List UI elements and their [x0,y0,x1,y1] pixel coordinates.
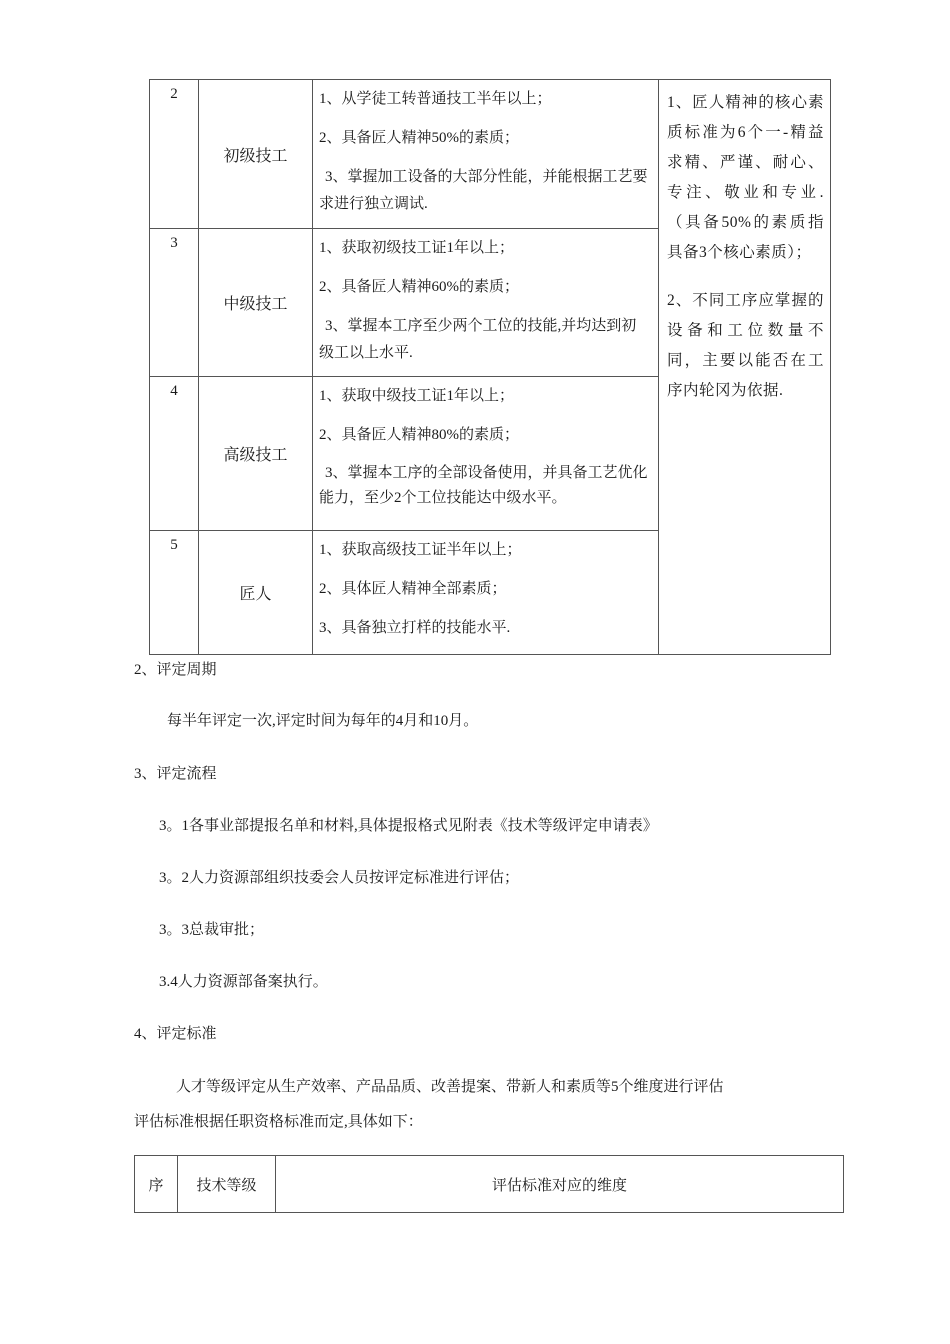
qualification-table [149,79,831,655]
paragraph: 每半年评定一次,评定时间为每年的4月和10月。 [167,713,479,729]
paragraph: 人才等级评定从生产效率、产品品质、改善提案、带新人和素质等5个维度进行评估 [176,1079,724,1095]
criteria-item: 1、从学徒工转普通技工半年以上； [319,91,552,107]
criteria-cell [313,80,659,229]
paragraph: 评估标准根据任职资格标准而定,具体如下： [134,1114,423,1130]
list-item: 3。3总裁审批； [159,922,265,938]
criteria-item: 1、获取高级技工证半年以上； [319,542,522,558]
table-row [150,80,831,229]
criteria-item: 3、掌握加工设备的大部分性能，并能根据工艺要求进行独立调试. [319,169,648,212]
criteria-item: 3、掌握本工序的全部设备使用，并具备工艺优化能力，至少2个工位技能达中级水平。 [319,465,648,506]
column-header: 技术等级 [178,1156,276,1213]
section-heading: 4、评定标准 [134,1026,217,1042]
note-item: 2、不同工序应掌握的设备和工位数量不同，主要以能否在工序内轮冈为依据. [667,292,824,399]
column-header: 评估标准对应的维度 [276,1156,844,1213]
section-heading: 3、评定流程 [134,766,217,782]
criteria-item: 3、掌握本工序至少两个工位的技能,并均达到初级工以上水平. [319,318,637,361]
criteria-item: 1、获取初级技工证1年以上； [319,240,515,256]
notes-cell [659,80,831,655]
level-name: 高级技工 [199,377,313,531]
criteria-cell [313,229,659,377]
list-item: 3.4人力资源部备案执行。 [159,974,328,990]
row-number: 2 [150,80,199,229]
criteria-item: 2、具备匠人精神60%的素质； [319,279,519,295]
criteria-item: 3、具备独立打样的技能水平. [319,620,511,636]
criteria-item: 2、具备匠人精神80%的素质； [319,427,519,443]
list-item: 3。2人力资源部组织技委会人员按评定标准进行评估； [159,870,520,886]
list-item: 3。1各事业部提报名单和材料,具体提报格式见附表《技术等级评定申请表》 [159,818,658,834]
evaluation-table [134,1155,844,1213]
row-number: 4 [150,377,199,531]
section-heading: 2、评定周期 [134,662,217,678]
level-name: 中级技工 [199,229,313,377]
column-header: 序 [135,1156,178,1213]
note-item: 1、匠人精神的核心素质标准为6个一-精益求精、严谨、耐心、专注、敬业和专业.（具备50%的素质指具备3个核心素质）； [667,94,824,261]
row-number: 3 [150,229,199,377]
level-name: 初级技工 [199,80,313,229]
criteria-item: 2、具备匠人精神50%的素质； [319,130,519,146]
criteria-item: 1、获取中级技工证1年以上； [319,388,515,404]
criteria-item: 2、具体匠人精神全部素质； [319,581,507,597]
row-number: 5 [150,531,199,655]
criteria-cell [313,531,659,655]
level-name: 匠人 [199,531,313,655]
table-header-row [135,1156,844,1213]
criteria-cell [313,377,659,531]
